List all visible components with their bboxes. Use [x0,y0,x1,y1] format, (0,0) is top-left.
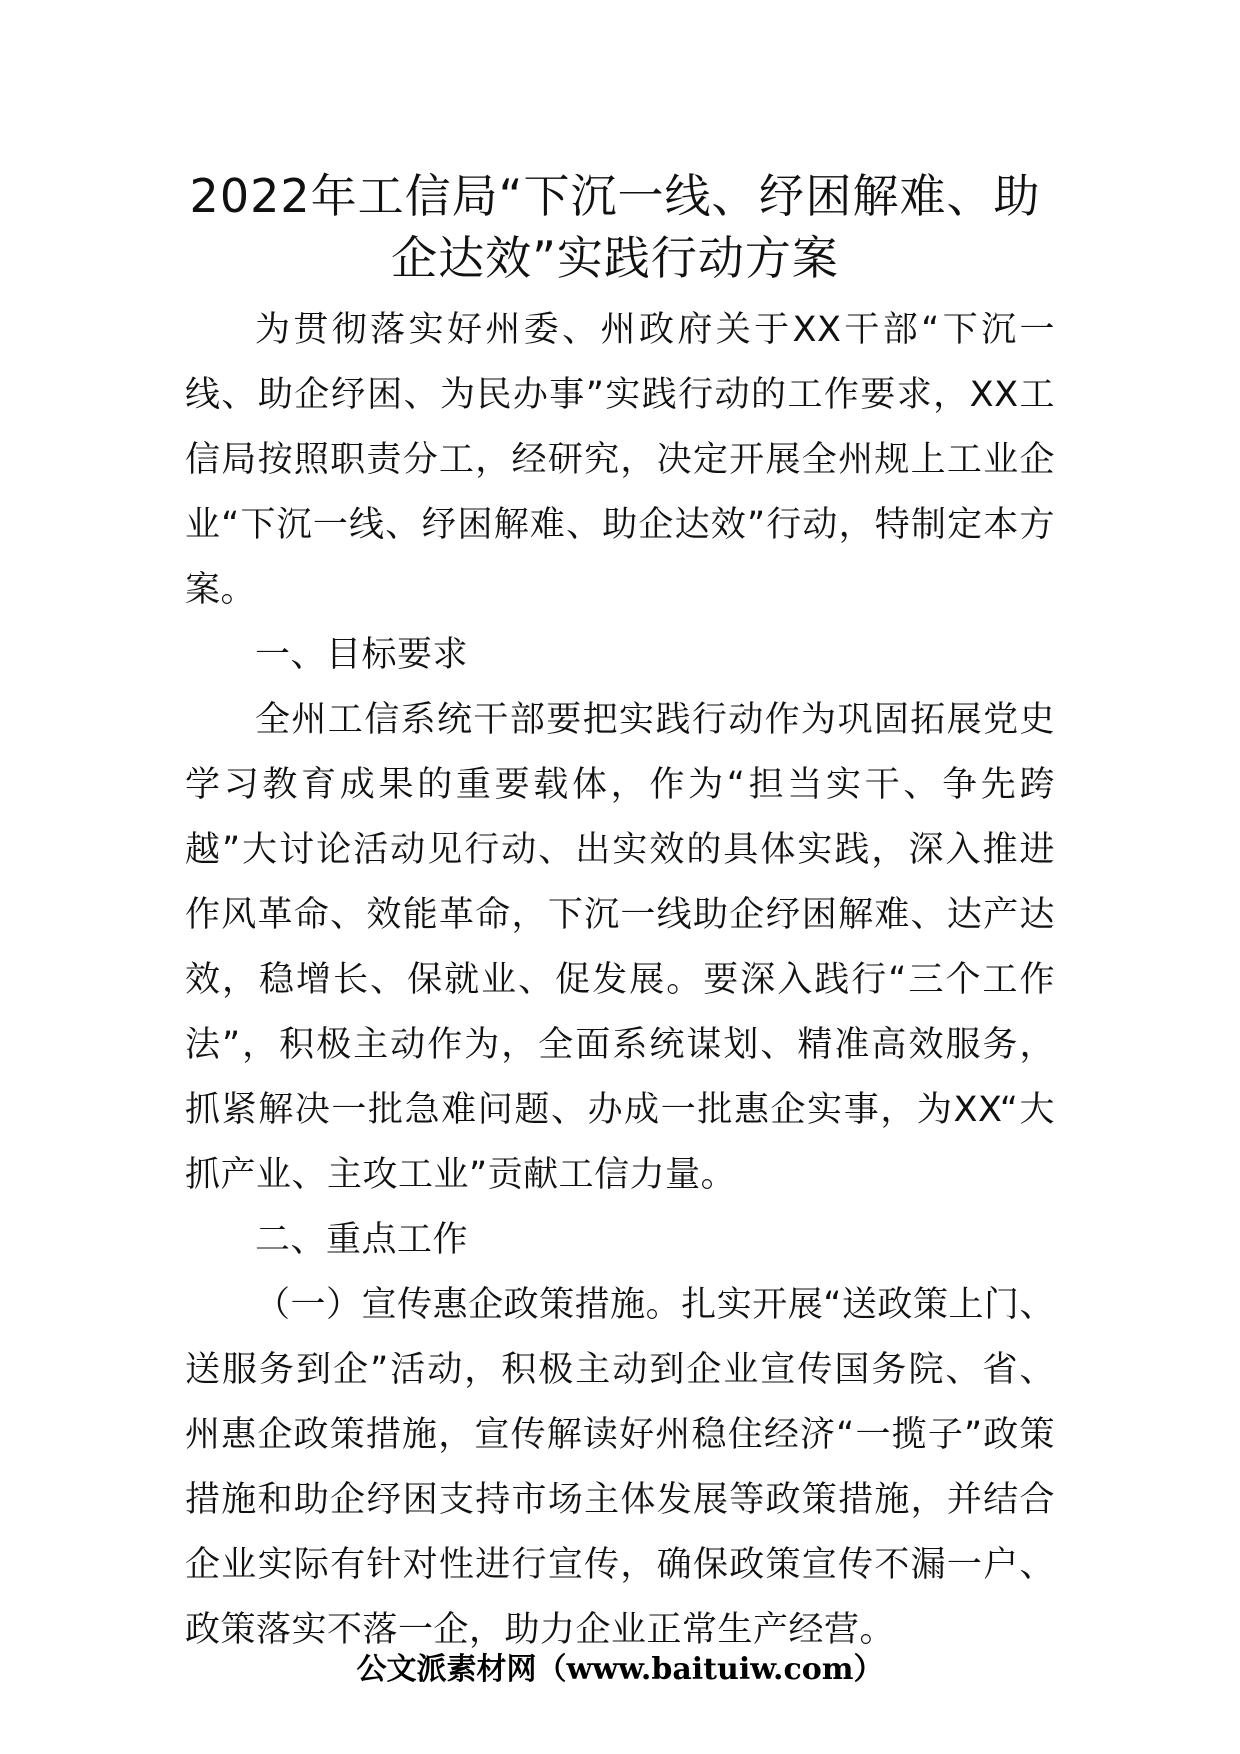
document-title: 2022年工信局“下沉一线、纾困解难、助企达效”实践行动方案 [189,169,1041,285]
intro-paragraph: 为贯彻落实好州委、州政府关于XX干部“下沉一线、助企纾困、为民办事”实践行动的工作要求，XX工信局按照职责分工，经研究，决定开展全州规上工业企业“下沉一线、纾困解难、助企达效”行动，特制定本方案。 [185,310,1055,610]
key-work-paragraph: （一）宣传惠企政策措施。扎实开展“送政策上门、送服务到企”活动，积极主动到企业宣传国务院、省、州惠企政策措施，宣传解读好州稳住经济“一揽子”政策措施和助企纾困支持市场主体发展等政策措施，并结合企业实际有针对性进行宣传，确保政策宣传不漏一户、政策落实不落一企，助力企业正常生产经营。 [185,1285,1055,1650]
document-body [185,298,1055,1663]
section-heading-key-work: 二、重点工作 [255,1220,469,1260]
goals-paragraph: 全州工信系统干部要把实践行动作为巩固拓展党史学习教育成果的重要载体，作为“担当实干、争先跨越”大讨论活动见行动、出实效的具体实践，深入推进作风革命、效能革命，下沉一线助企纾困解难、达产达效，稳增长、保就业、促发展。要深入践行“三个工作法”，积极主动作为，全面系统谋划、精准高效服务，抓紧解决一批急难问题、办成一批惠企实事，为XX“大抓产业、主攻工业”贡献工信力量。 [185,700,1055,1195]
source-watermark: 公文派素材网（www.baituiw.com） [356,1652,884,1687]
section-heading-goals: 一、目标要求 [255,635,469,675]
